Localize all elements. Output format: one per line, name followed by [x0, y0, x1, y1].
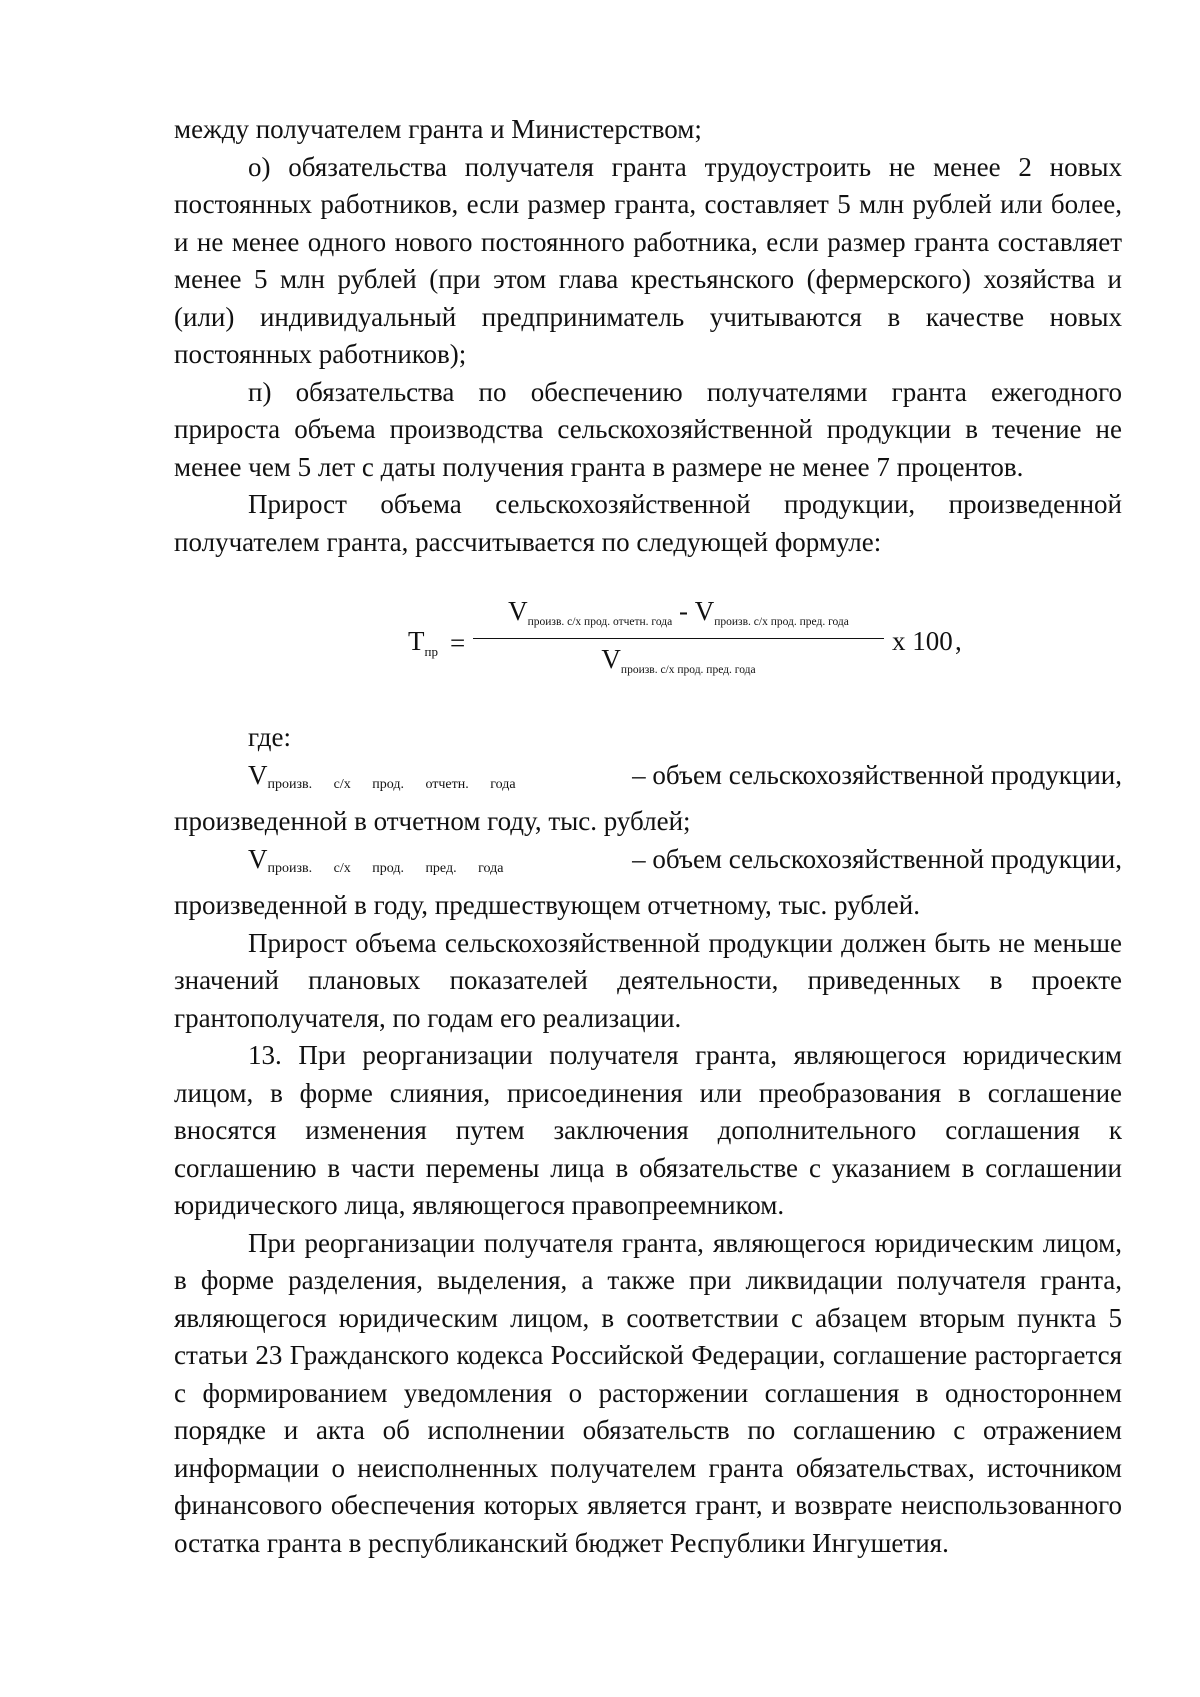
formula-denominator: Vпроизв. с/х прод. пред. года — [601, 644, 756, 676]
formula-multiplier: x 100 — [892, 626, 953, 656]
definition-1-head — [174, 757, 1122, 804]
text-block-top — [174, 111, 1122, 561]
definition-1-symbol: $V_{произв. с/х прод. отчетн. года}$ — [248, 759, 516, 792]
formula-fraction-bar — [473, 638, 884, 639]
paragraph-13: 13. При реорганизации получателя гранта, являющегося юридическим лицом, в форме слияния, присоединения или преобразования в соглашение вносятся изменения путем заключения дополнительного соглашения к соглашению в части перемены лица в обязательстве с указанием в соглашении юридического лица, являющегося правопреемником. — [174, 1040, 1122, 1220]
paragraph-intro: между получателем гранта и Министерством; — [174, 114, 702, 144]
paragraph-reorganization: При реорганизации получателя гранта, являющегося юридическим лицом, в форме разделения, выделения, а также при ликвидации получателя гранта, являющегося юридическим лицом, в соответствии с абзацем вторым пункта 5 статьи 23 Гражданского кодекса Российской Федерации, соглашение расторгается с формированием уведомления о расторжении соглашения в одностороннем порядке и акта об исполнении обязательств по соглашению с отражением информации о неисполненных получателем гранта обязательствах, источником финансового обеспечения которых является грант, и возврате неиспользованного остатка гранта в республиканский бюджет Республики Ингушетия. — [174, 1227, 1122, 1558]
growth-formula — [0, 596, 1200, 676]
definition-2-head — [174, 841, 1122, 888]
formula-lhs: $T_{пр}$ — [408, 626, 438, 659]
paragraph-growth: Прирост объема сельскохозяйственной продукции должен быть не меньше значений плановых показателей деятельности, приведенных в проекте грантополучателя, по годам его реализации. — [174, 927, 1122, 1033]
formula-equals: = — [450, 628, 466, 658]
paragraph-formula-intro: Прирост объема сельскохозяйственной продукции, произведенной получателем гранта, рассчитывается по следующей формуле: — [174, 489, 1122, 557]
definition-2-symbol: $V_{произв. с/х прод. пред. года}$ — [248, 843, 504, 876]
definition-2-tail: произведенной в году, предшествующем отчетному, тыс. рублей. — [174, 890, 920, 920]
text-block-bottom — [174, 719, 1122, 1562]
definition-1-text: – объем сельскохозяйственной продукции, — [632, 759, 1122, 790]
paragraph-p: п) обязательства по обеспечению получателями гранта ежегодного прироста объема производства сельскохозяйственной продукции в течение не менее чем 5 лет с даты получения гранта в размере не менее 7 процентов. — [174, 376, 1122, 482]
formula-numerator: Vпроизв. с/х прод. отчетн. года - Vпроизв. с/х прод. пред. года — [508, 596, 849, 628]
definition-1-tail: произведенной в отчетном году, тыс. рублей; — [174, 806, 691, 836]
where-label: где: — [248, 722, 291, 752]
paragraph-o: о) обязательства получателя гранта трудоустроить не менее 2 новых постоянных работников, если размер гранта, составляет 5 млн рублей или более, и не менее одного нового постоянного работника, если размер гранта составляет менее 5 млн рублей (при этом глава крестьянского (фермерского) хозяйства и (или) индивидуальный предприниматель учитываются в качестве новых постоянных работников); — [174, 151, 1122, 369]
formula-comma: , — [955, 626, 962, 656]
definition-2-text: – объем сельскохозяйственной продукции, — [632, 843, 1122, 874]
